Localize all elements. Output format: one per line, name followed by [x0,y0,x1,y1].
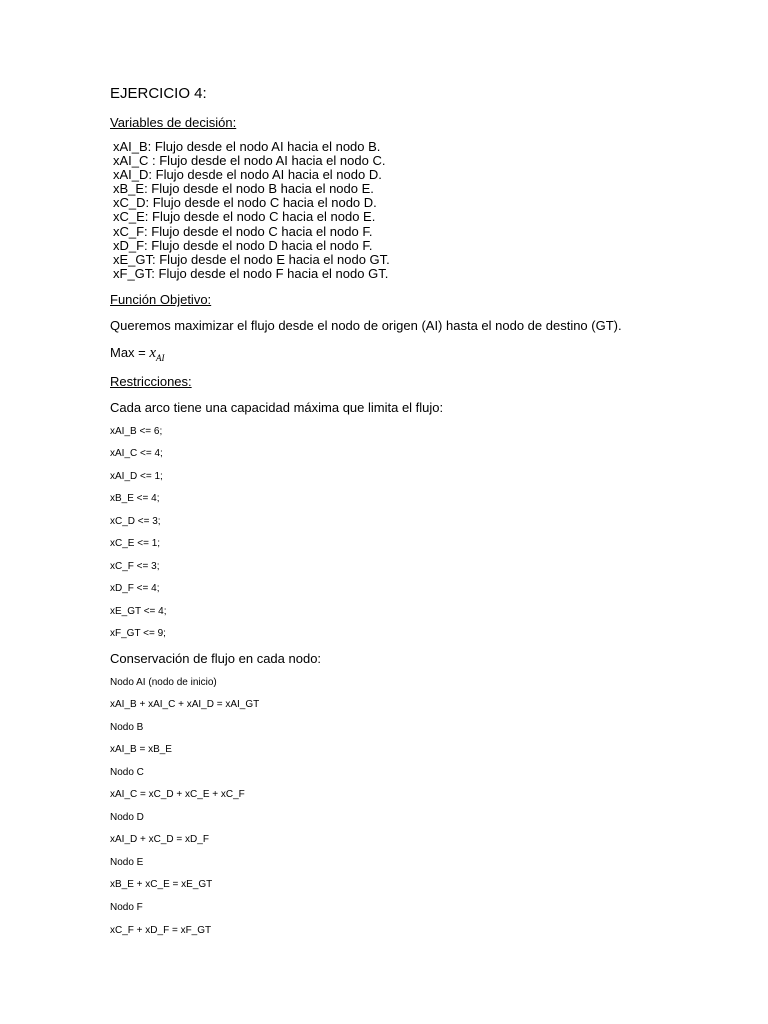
capacity-intro: Cada arco tiene una capacidad máxima que limita el flujo: [110,400,444,415]
variable-item: xE_GT: Flujo desde el nodo E hacia el nodo GT. [113,251,390,267]
max-variable: x [149,345,157,361]
node-label: Nodo B [110,722,144,733]
variables-heading: Variables de decisión: [110,115,237,130]
capacity-constraint: xC_E <= 1; [110,538,161,549]
variable-item: xAI_C : Flujo desde el nodo AI hacia el nodo C. [113,153,386,169]
variable-item: xAI_D: Flujo desde el nodo AI hacia el nodo D. [113,167,382,183]
conservation-equation: xC_F + xD_F = xF_GT [110,925,212,936]
conservation-equation: xAI_B = xB_E [110,744,172,755]
max-variable-subscript: AI [156,353,165,363]
conservation-equation: xAI_B + xAI_C + xAI_D = xAI_GT [110,699,260,710]
node-label: Nodo AI (nodo de inicio) [110,677,217,688]
capacity-constraint: xD_F <= 4; [110,583,160,594]
objective-formula [110,345,165,362]
node-label: Nodo D [110,812,144,823]
node-label: Nodo F [110,902,143,913]
conservation-equation: xAI_D + xC_D = xD_F [110,834,209,845]
capacity-constraint: xAI_B <= 6; [110,426,163,437]
objective-text: Queremos maximizar el flujo desde el nodo de origen (AI) hasta el nodo de destino (GT). [110,318,622,333]
conservation-equation: xB_E + xC_E = xE_GT [110,879,213,890]
variable-item: xD_F: Flujo desde el nodo D hacia el nodo F. [113,237,373,253]
capacity-constraint: xC_F <= 3; [110,561,160,572]
max-prefix: Max = [110,345,150,360]
capacity-constraint: xB_E <= 4; [110,493,160,504]
variable-item: xF_GT: Flujo desde el nodo F hacia el nodo GT. [113,265,389,281]
constraints-heading: Restricciones: [110,374,192,389]
variable-item: xC_F: Flujo desde el nodo C hacia el nodo F. [113,223,373,239]
exercise-title: EJERCICIO 4: [110,85,207,102]
variable-item: xC_D: Flujo desde el nodo C hacia el nodo D. [113,195,377,211]
capacity-constraint: xF_GT <= 9; [110,628,166,639]
variable-item: xB_E: Flujo desde el nodo B hacia el nodo E. [113,181,374,197]
variable-item: xC_E: Flujo desde el nodo C hacia el nodo E. [113,209,376,225]
node-label: Nodo C [110,767,144,778]
variable-item: xAI_B: Flujo desde el nodo AI hacia el nodo B. [113,139,381,154]
conservation-equation: xAI_C = xC_D + xC_E + xC_F [110,789,245,800]
node-label: Nodo E [110,857,144,868]
objective-heading: Función Objetivo: [110,292,212,307]
conservation-intro: Conservación de flujo en cada nodo: [110,651,322,666]
capacity-constraint: xE_GT <= 4; [110,606,167,617]
variables-list [113,140,390,281]
capacity-constraint: xAI_C <= 4; [110,448,163,459]
capacity-constraint: xAI_D <= 1; [110,471,163,482]
capacity-constraint: xC_D <= 3; [110,516,161,527]
